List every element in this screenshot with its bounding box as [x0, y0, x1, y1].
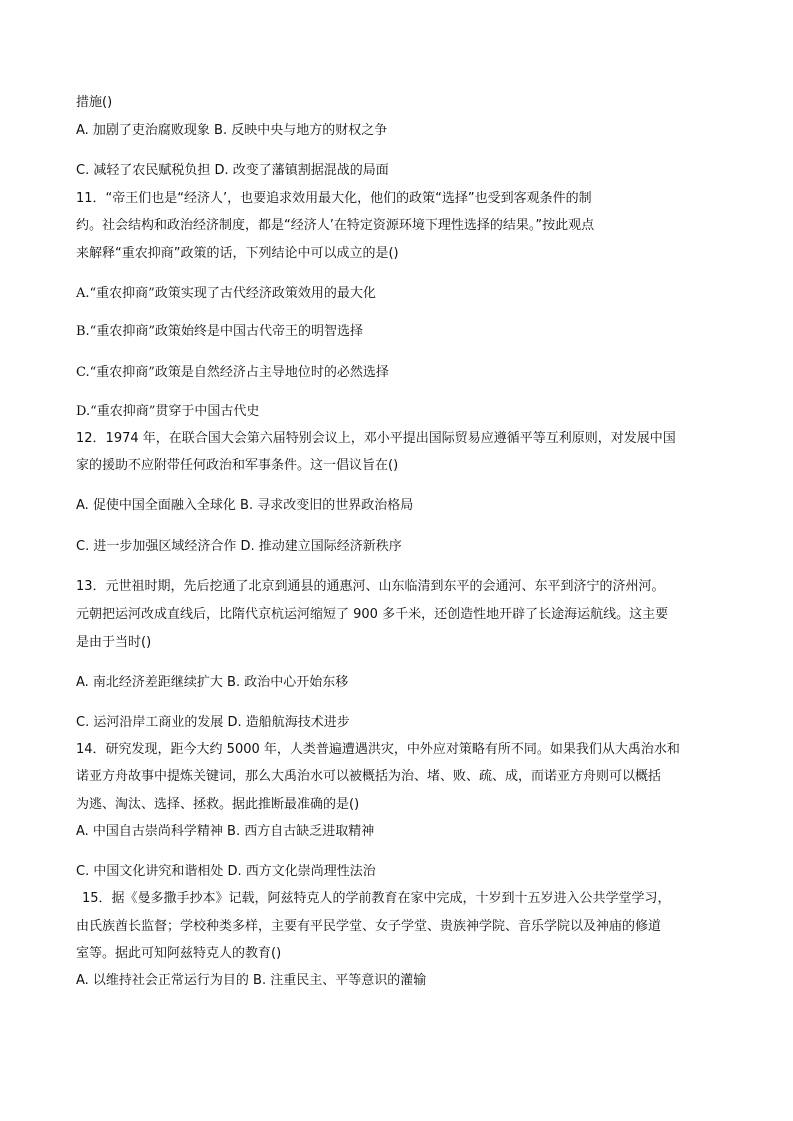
q11-stem-line-3: 来解释“重农抑商”政策的话，下列结论中可以成立的是() — [76, 246, 399, 261]
q11-option-c: C.“重农抑商”政策是自然经济占主导地位时的必然选择 — [76, 365, 389, 380]
q15-stem-line-2: 由氏族酋长监督；学校种类多样，主要有平民学堂、女子学堂、贵族神学院、音乐学院以及神庙的修道 — [76, 919, 662, 934]
q15-options-ab: A. 以维持社会正常运行为目的 B. 注重民主、平等意识的灌输 — [76, 973, 427, 988]
q13-options-cd: C. 运河沿岸工商业的发展 D. 造船航海技术进步 — [76, 715, 350, 730]
question-stem-continuation: 措施() — [76, 95, 113, 110]
q14-options-ab: A. 中国自古崇尚科学精神 B. 西方自古缺乏进取精神 — [76, 824, 375, 839]
q11-stem-line-1: 11．“帝王们也是“经济人’，也要追求效用最大化，他们的政策“选择”也受到客观条件的制 — [76, 191, 592, 206]
q12-options-ab: A. 促使中国全面融入全球化 B. 寻求改变旧的世界政治格局 — [76, 498, 414, 513]
q11-option-d: D.“重农抑商”贯穿于中国古代史 — [76, 404, 260, 419]
q14-stem-line-1: 14．研究发现，距今大约 5000 年，人类普遍遭遇洪灾，中外应对策略有所不同。如果我们从大禹治水和 — [76, 742, 680, 757]
q11-stem-line-2: 约。社会结构和政治经济制度，都是“经济人’在特定资源环境下理性选择的结果。”按此观点 — [76, 218, 595, 233]
q13-stem-line-1: 13．元世祖时期，先后挖通了北京到通县的通惠河、山东临清到东平的会通河、东平到济宁的济州河。 — [76, 579, 665, 594]
q13-stem-line-2: 元朝把运河改成直线后，比隋代京杭运河缩短了 900 多千米，还创造性地开辟了长途海运航线。这主要 — [76, 607, 669, 622]
q11-option-a: A.“重农抑商”政策实现了古代经济政策效用的最大化 — [76, 286, 376, 301]
q15-stem-line-1: 15．据《曼多撒手抄本》记载，阿兹特克人的学前教育在家中完成，十岁到十五岁进入公共学堂学习， — [82, 891, 671, 906]
q14-stem-line-3: 为逃、淘汰、选择、拯救。据此推断最准确的是() — [76, 797, 360, 812]
q12-stem-line-1: 12．1974 年，在联合国大会第六届特别会议上，邓小平提出国际贸易应遵循平等互利原则，对发展中国 — [76, 431, 676, 446]
q12-stem-line-2: 家的援助不应附带任何政治和军事条件。这一倡议旨在() — [76, 458, 399, 473]
q11-option-b: B.“重农抑商”政策始终是中国古代帝王的明智选择 — [76, 324, 363, 339]
q15-stem-line-3: 室等。据此可知阿兹特克人的教育() — [76, 946, 282, 961]
q13-options-ab: A. 南北经济差距继续扩大 B. 政治中心开始东移 — [76, 675, 349, 690]
q14-stem-line-2: 诺亚方舟故事中提炼关键词，那么大禹治水可以被概括为治、堵、败、疏、成，而诺亚方舟则可以概括 — [76, 769, 662, 784]
q12-options-cd: C. 进一步加强区域经济合作 D. 推动建立国际经济新秩序 — [76, 539, 402, 554]
q14-options-cd: C. 中国文化讲究和谐相处 D. 西方文化崇尚理性法治 — [76, 864, 376, 879]
option-line-cd: C. 减轻了农民赋税负担 D. 改变了藩镇割据混战的局面 — [76, 163, 389, 178]
q13-stem-line-3: 是由于当时() — [76, 635, 152, 650]
option-line-ab: A. 加剧了吏治腐败现象 B. 反映中央与地方的财权之争 — [76, 123, 388, 138]
